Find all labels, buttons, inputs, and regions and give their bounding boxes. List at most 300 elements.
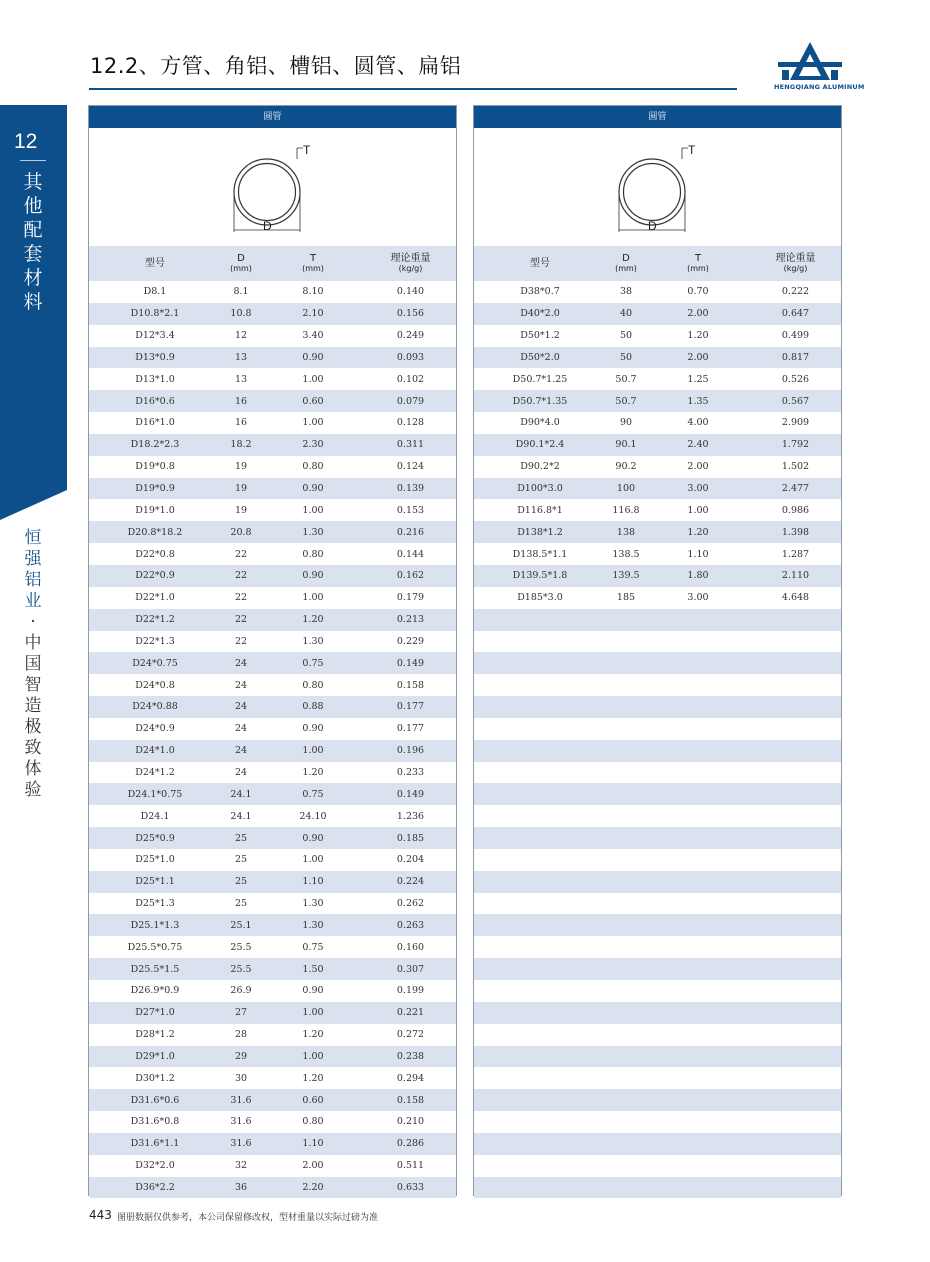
cell-d: 12	[221, 325, 261, 347]
table-row	[89, 936, 456, 958]
cell-d: 22	[221, 609, 261, 631]
cell-weight: 0.262	[365, 893, 456, 915]
cell-weight: 0.079	[365, 390, 456, 412]
cell-model: D19*1.0	[89, 499, 221, 521]
cell-weight	[750, 1002, 841, 1024]
cell-weight	[750, 1046, 841, 1068]
cell-weight: 0.140	[365, 281, 456, 303]
cell-weight: 0.179	[365, 587, 456, 609]
cell-t	[646, 740, 750, 762]
cell-t: 0.90	[261, 980, 365, 1002]
cell-d: 20.8	[221, 521, 261, 543]
col-t: T (mm)	[261, 246, 365, 281]
cell-d	[606, 936, 646, 958]
cell-weight	[750, 674, 841, 696]
table-row	[474, 1177, 841, 1199]
cell-weight: 1.287	[750, 543, 841, 565]
cell-t: 4.00	[646, 412, 750, 434]
cell-d	[606, 783, 646, 805]
cell-model: D25.5*1.5	[89, 958, 221, 980]
cell-model	[474, 783, 606, 805]
cell-weight	[750, 1111, 841, 1133]
cell-d: 24	[221, 740, 261, 762]
cell-t: 0.80	[261, 456, 365, 478]
table-row	[89, 1177, 456, 1199]
cell-model: D38*0.7	[474, 281, 606, 303]
cell-t	[646, 652, 750, 674]
cell-model: D25*1.3	[89, 893, 221, 915]
table-row	[474, 936, 841, 958]
cell-t	[646, 980, 750, 1002]
table-row	[474, 696, 841, 718]
table-row	[89, 412, 456, 434]
diameter-label: D	[263, 219, 272, 233]
cell-t: 1.35	[646, 390, 750, 412]
cell-model: D16*0.6	[89, 390, 221, 412]
cell-d: 29	[221, 1046, 261, 1068]
cell-t	[646, 958, 750, 980]
cell-weight	[750, 762, 841, 784]
table-row	[474, 456, 841, 478]
cell-model: D24*1.0	[89, 740, 221, 762]
table-row	[474, 1133, 841, 1155]
cell-t: 1.00	[261, 368, 365, 390]
cell-d: 50.7	[606, 390, 646, 412]
cell-weight: 0.128	[365, 412, 456, 434]
cell-weight	[750, 1089, 841, 1111]
table-row	[89, 390, 456, 412]
table-row	[474, 849, 841, 871]
slogan-brand: 恒强铝业	[24, 528, 42, 611]
chapter-divider	[20, 160, 46, 161]
cell-t: 2.00	[646, 303, 750, 325]
cell-model: D138.5*1.1	[474, 543, 606, 565]
cell-d: 30	[221, 1067, 261, 1089]
cell-model	[474, 609, 606, 631]
cell-model: D50.7*1.25	[474, 368, 606, 390]
cell-t: 0.90	[261, 478, 365, 500]
cell-d	[606, 914, 646, 936]
cell-weight	[750, 914, 841, 936]
cell-model: D90.2*2	[474, 456, 606, 478]
table-row	[474, 718, 841, 740]
cell-d	[606, 718, 646, 740]
cell-model: D27*1.0	[89, 1002, 221, 1024]
table-row	[89, 587, 456, 609]
page-number: 443	[89, 1208, 112, 1222]
cell-d: 8.1	[221, 281, 261, 303]
title-divider	[89, 88, 737, 90]
cell-t: 1.00	[261, 740, 365, 762]
cell-model: D31.6*1.1	[89, 1133, 221, 1155]
cell-d: 50	[606, 325, 646, 347]
table-row	[89, 1046, 456, 1068]
cell-t: 3.40	[261, 325, 365, 347]
table-row	[474, 499, 841, 521]
cell-weight: 0.213	[365, 609, 456, 631]
right-panel-title: 圆管	[474, 106, 841, 128]
cell-model: D185*3.0	[474, 587, 606, 609]
cell-weight: 0.817	[750, 347, 841, 369]
cell-model: D24.1	[89, 805, 221, 827]
cell-weight	[750, 827, 841, 849]
cell-weight: 0.272	[365, 1024, 456, 1046]
cell-model	[474, 871, 606, 893]
cell-t	[646, 1067, 750, 1089]
cell-weight: 0.238	[365, 1046, 456, 1068]
cell-weight: 1.502	[750, 456, 841, 478]
cell-model	[474, 1111, 606, 1133]
left-tube-panel	[88, 105, 457, 1196]
table-row	[474, 412, 841, 434]
cell-model: D19*0.9	[89, 478, 221, 500]
cell-t	[646, 762, 750, 784]
table-row	[89, 1024, 456, 1046]
cell-model: D139.5*1.8	[474, 565, 606, 587]
table-row	[89, 740, 456, 762]
cell-model	[474, 696, 606, 718]
cell-d: 25	[221, 893, 261, 915]
table-row	[474, 783, 841, 805]
cell-d: 28	[221, 1024, 261, 1046]
table-row	[474, 1046, 841, 1068]
cell-weight: 0.216	[365, 521, 456, 543]
cell-t	[646, 1089, 750, 1111]
cell-t: 0.90	[261, 827, 365, 849]
cell-weight: 0.222	[750, 281, 841, 303]
cell-model: D25.1*1.3	[89, 914, 221, 936]
table-row	[89, 652, 456, 674]
cell-d: 90	[606, 412, 646, 434]
cell-t: 1.00	[261, 587, 365, 609]
cell-model: D26.9*0.9	[89, 980, 221, 1002]
cell-weight	[750, 718, 841, 740]
cell-d: 19	[221, 456, 261, 478]
cell-d: 16	[221, 412, 261, 434]
cell-model: D13*0.9	[89, 347, 221, 369]
cell-weight: 0.633	[365, 1177, 456, 1199]
cell-model	[474, 849, 606, 871]
cell-d	[606, 696, 646, 718]
cell-d: 18.2	[221, 434, 261, 456]
cell-t	[646, 696, 750, 718]
cell-weight: 0.177	[365, 696, 456, 718]
cell-weight: 2.909	[750, 412, 841, 434]
cell-d: 22	[221, 543, 261, 565]
cell-model	[474, 1155, 606, 1177]
cell-d: 10.8	[221, 303, 261, 325]
cell-weight	[750, 1133, 841, 1155]
cell-weight: 0.158	[365, 674, 456, 696]
cell-weight	[750, 1024, 841, 1046]
table-row	[89, 434, 456, 456]
table-row	[474, 958, 841, 980]
cell-model: D30*1.2	[89, 1067, 221, 1089]
cell-t: 1.50	[261, 958, 365, 980]
cell-t: 1.20	[646, 521, 750, 543]
right-data-table	[474, 246, 841, 1198]
cell-t: 1.20	[261, 609, 365, 631]
cell-model: D22*0.8	[89, 543, 221, 565]
cell-d: 32	[221, 1155, 261, 1177]
table-row	[89, 696, 456, 718]
cell-model	[474, 1046, 606, 1068]
cell-d	[606, 631, 646, 653]
cell-model: D13*1.0	[89, 368, 221, 390]
cell-t: 1.30	[261, 521, 365, 543]
cell-model: D50.7*1.35	[474, 390, 606, 412]
cell-d	[606, 1002, 646, 1024]
cell-model: D32*2.0	[89, 1155, 221, 1177]
cell-weight: 0.156	[365, 303, 456, 325]
cell-d: 25.5	[221, 958, 261, 980]
cell-model: D25*1.1	[89, 871, 221, 893]
page-title: 12.2、方管、角铝、槽铝、圆管、扁铝	[90, 54, 462, 78]
cell-weight	[750, 1155, 841, 1177]
cell-d: 31.6	[221, 1133, 261, 1155]
cell-weight	[750, 936, 841, 958]
cell-d: 22	[221, 587, 261, 609]
cell-model: D138*1.2	[474, 521, 606, 543]
cell-t: 0.88	[261, 696, 365, 718]
cell-t	[646, 631, 750, 653]
cell-d: 16	[221, 390, 261, 412]
table-row	[89, 543, 456, 565]
cell-d: 116.8	[606, 499, 646, 521]
cell-weight: 0.149	[365, 652, 456, 674]
cell-weight: 0.162	[365, 565, 456, 587]
cell-weight: 0.229	[365, 631, 456, 653]
cell-t	[646, 936, 750, 958]
cell-d	[606, 849, 646, 871]
table-row	[474, 1111, 841, 1133]
cell-d: 24	[221, 762, 261, 784]
cell-weight: 0.224	[365, 871, 456, 893]
cell-model: D12*3.4	[89, 325, 221, 347]
cell-d: 24	[221, 674, 261, 696]
cell-d	[606, 1133, 646, 1155]
cell-model: D28*1.2	[89, 1024, 221, 1046]
cell-weight: 0.199	[365, 980, 456, 1002]
tube-diagram	[89, 128, 456, 246]
chapter-number: 12	[14, 130, 38, 153]
table-row	[474, 805, 841, 827]
cell-t: 0.80	[261, 543, 365, 565]
cell-weight: 0.233	[365, 762, 456, 784]
cell-t: 1.30	[261, 893, 365, 915]
cell-t: 1.10	[646, 543, 750, 565]
cell-model: D18.2*2.3	[89, 434, 221, 456]
cell-model: D24*0.75	[89, 652, 221, 674]
cell-weight	[750, 783, 841, 805]
table-row	[474, 827, 841, 849]
table-row	[89, 1155, 456, 1177]
table-row	[89, 980, 456, 1002]
cell-t: 8.10	[261, 281, 365, 303]
table-row	[474, 1155, 841, 1177]
cell-d: 25.5	[221, 936, 261, 958]
cell-weight: 0.526	[750, 368, 841, 390]
cell-model: D90*4.0	[474, 412, 606, 434]
cell-model	[474, 1133, 606, 1155]
cell-t	[646, 1002, 750, 1024]
cell-model	[474, 718, 606, 740]
cell-t	[646, 1155, 750, 1177]
cell-model	[474, 1024, 606, 1046]
cell-d: 185	[606, 587, 646, 609]
cell-weight	[750, 1067, 841, 1089]
table-row	[89, 674, 456, 696]
cell-weight	[750, 871, 841, 893]
table-row	[89, 631, 456, 653]
cell-weight	[750, 1177, 841, 1199]
cell-d: 25	[221, 849, 261, 871]
cell-model	[474, 1067, 606, 1089]
cell-weight: 0.124	[365, 456, 456, 478]
table-row	[89, 325, 456, 347]
cell-d	[606, 827, 646, 849]
cell-weight	[750, 980, 841, 1002]
cell-t: 0.80	[261, 674, 365, 696]
cell-t: 1.20	[261, 1067, 365, 1089]
cell-weight: 0.567	[750, 390, 841, 412]
cell-d: 138.5	[606, 543, 646, 565]
cell-d: 24.1	[221, 783, 261, 805]
cell-model	[474, 936, 606, 958]
table-row	[89, 521, 456, 543]
cell-d: 36	[221, 1177, 261, 1199]
cell-t: 1.20	[261, 1024, 365, 1046]
cell-model	[474, 805, 606, 827]
cell-model	[474, 674, 606, 696]
cell-t: 0.90	[261, 565, 365, 587]
cell-weight: 0.158	[365, 1089, 456, 1111]
cell-weight: 0.139	[365, 478, 456, 500]
table-header-row	[89, 246, 456, 281]
cell-weight: 0.294	[365, 1067, 456, 1089]
cell-d	[606, 1089, 646, 1111]
cell-d: 19	[221, 478, 261, 500]
logo-text: HENGQIANG ALUMINUM	[774, 83, 865, 91]
col-d: D (mm)	[606, 246, 646, 281]
col-d: D (mm)	[221, 246, 261, 281]
table-row	[89, 281, 456, 303]
cell-t: 0.60	[261, 390, 365, 412]
cell-weight	[750, 893, 841, 915]
table-row	[89, 1133, 456, 1155]
cell-model: D100*3.0	[474, 478, 606, 500]
table-row	[474, 893, 841, 915]
slogan-rest: 中国智造 极致体验	[24, 633, 42, 800]
table-row	[474, 587, 841, 609]
table-row	[474, 871, 841, 893]
cell-model	[474, 652, 606, 674]
thickness-label: T	[688, 143, 696, 157]
cell-model: D24*0.8	[89, 674, 221, 696]
cell-model: D16*1.0	[89, 412, 221, 434]
cell-model: D24*1.2	[89, 762, 221, 784]
cell-weight: 0.149	[365, 783, 456, 805]
cell-model: D40*2.0	[474, 303, 606, 325]
cell-t	[646, 827, 750, 849]
cell-weight: 0.263	[365, 914, 456, 936]
cell-t	[646, 1024, 750, 1046]
cell-model	[474, 631, 606, 653]
cell-t: 0.75	[261, 936, 365, 958]
cell-d	[606, 609, 646, 631]
table-row	[89, 914, 456, 936]
table-row	[89, 565, 456, 587]
cell-t	[646, 718, 750, 740]
footer-note: 图册数据仅供参考，本公司保留修改权，型材重量以实际过磅为准	[117, 1213, 379, 1223]
cell-d	[606, 805, 646, 827]
cell-model	[474, 827, 606, 849]
cell-t: 0.80	[261, 1111, 365, 1133]
table-row	[474, 914, 841, 936]
cell-model	[474, 958, 606, 980]
cell-d: 139.5	[606, 565, 646, 587]
cell-t: 0.60	[261, 1089, 365, 1111]
cell-d	[606, 1177, 646, 1199]
cell-d: 25	[221, 871, 261, 893]
table-row	[89, 303, 456, 325]
cell-weight	[750, 849, 841, 871]
cell-d: 50.7	[606, 368, 646, 390]
cell-t: 0.90	[261, 718, 365, 740]
cell-t: 1.00	[261, 412, 365, 434]
cell-t: 2.20	[261, 1177, 365, 1199]
cell-d: 31.6	[221, 1089, 261, 1111]
cell-d	[606, 740, 646, 762]
cell-d	[606, 980, 646, 1002]
cell-model: D31.6*0.6	[89, 1089, 221, 1111]
cell-weight: 0.093	[365, 347, 456, 369]
cell-d	[606, 1155, 646, 1177]
thickness-label: T	[303, 143, 311, 157]
cell-d: 13	[221, 347, 261, 369]
cell-model: D36*2.2	[89, 1177, 221, 1199]
slogan-dot: ·	[30, 612, 36, 632]
table-row	[89, 478, 456, 500]
cell-t: 3.00	[646, 587, 750, 609]
cell-t	[646, 914, 750, 936]
cell-d: 13	[221, 368, 261, 390]
cell-d: 25.1	[221, 914, 261, 936]
cell-model: D24*0.9	[89, 718, 221, 740]
cell-weight: 0.210	[365, 1111, 456, 1133]
table-row	[474, 390, 841, 412]
table-row	[89, 609, 456, 631]
table-row	[89, 871, 456, 893]
table-row	[89, 1089, 456, 1111]
cell-weight: 0.307	[365, 958, 456, 980]
table-row	[89, 456, 456, 478]
table-row	[474, 347, 841, 369]
table-row	[474, 478, 841, 500]
table-row	[474, 1067, 841, 1089]
cell-weight: 0.185	[365, 827, 456, 849]
cell-weight: 4.648	[750, 587, 841, 609]
cell-weight: 0.177	[365, 718, 456, 740]
table-row	[474, 674, 841, 696]
table-row	[474, 1089, 841, 1111]
cell-model: D22*1.3	[89, 631, 221, 653]
cell-weight: 0.160	[365, 936, 456, 958]
cell-d	[606, 893, 646, 915]
cell-t: 1.30	[261, 914, 365, 936]
cell-weight: 0.286	[365, 1133, 456, 1155]
cell-d: 38	[606, 281, 646, 303]
